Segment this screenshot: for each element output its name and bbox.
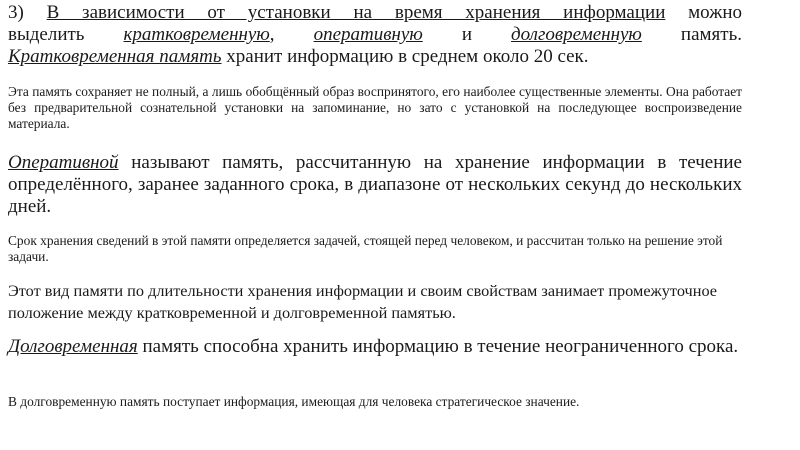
intermediate-paragraph: Этот вид памяти по длительности хранения информации и своим свойствам занимает промежуточное положение между кратковременной и долговременной памятью. xyxy=(8,281,718,322)
intro-paragraph xyxy=(8,2,742,68)
intro-line-2-start: выделить xyxy=(8,24,124,45)
intro-line-1-end: можно xyxy=(665,2,742,23)
intro-underlined-phrase: В зависимости от установки на время хранения информации xyxy=(46,2,666,23)
term-operative: оперативную xyxy=(313,24,423,45)
term-short-term: кратковременную xyxy=(123,24,270,45)
operative-paragraph xyxy=(8,152,742,218)
list-number: 3) xyxy=(8,2,47,23)
short-term-note: Эта память сохраняет не полный, а лишь обобщённый образ воспринятого, его наиболее существенные элементы. Она работает без предварительной сознательной установки на запоминание, но зато с установкой на последующее воспроизведение материала. xyxy=(8,84,742,131)
operative-definition: называют память, рассчитанную на хранение информации в течение определённого, заранее заданного срока, в диапазоне от нескольких секунд до нескольких дней. xyxy=(8,152,742,217)
intro-line-3 xyxy=(8,46,742,68)
term-operative-heading: Оперативной xyxy=(8,152,119,173)
intro-line-2-end: память. xyxy=(641,24,742,45)
separator: и xyxy=(422,24,512,45)
term-short-term-memory: Кратковременная память xyxy=(8,46,222,67)
intro-line-1 xyxy=(8,2,742,24)
long-term-definition: память способна хранить информацию в течение неограниченного срока. xyxy=(137,336,739,357)
separator: , xyxy=(269,24,314,45)
term-long-term: долговременную xyxy=(511,24,642,45)
intro-line-3-end: хранит информацию в среднем около 20 сек. xyxy=(221,46,589,67)
long-term-paragraph xyxy=(8,336,742,358)
intro-line-2 xyxy=(8,24,742,46)
operative-note: Срок хранения сведений в этой памяти определяется задачей, стоящей перед человеком, и рассчитан только на решение этой задачи. xyxy=(8,233,723,264)
long-term-note: В долговременную память поступает информация, имеющая для человека стратегическое значение. xyxy=(8,394,580,409)
term-long-term-heading: Долговременная xyxy=(8,336,138,357)
